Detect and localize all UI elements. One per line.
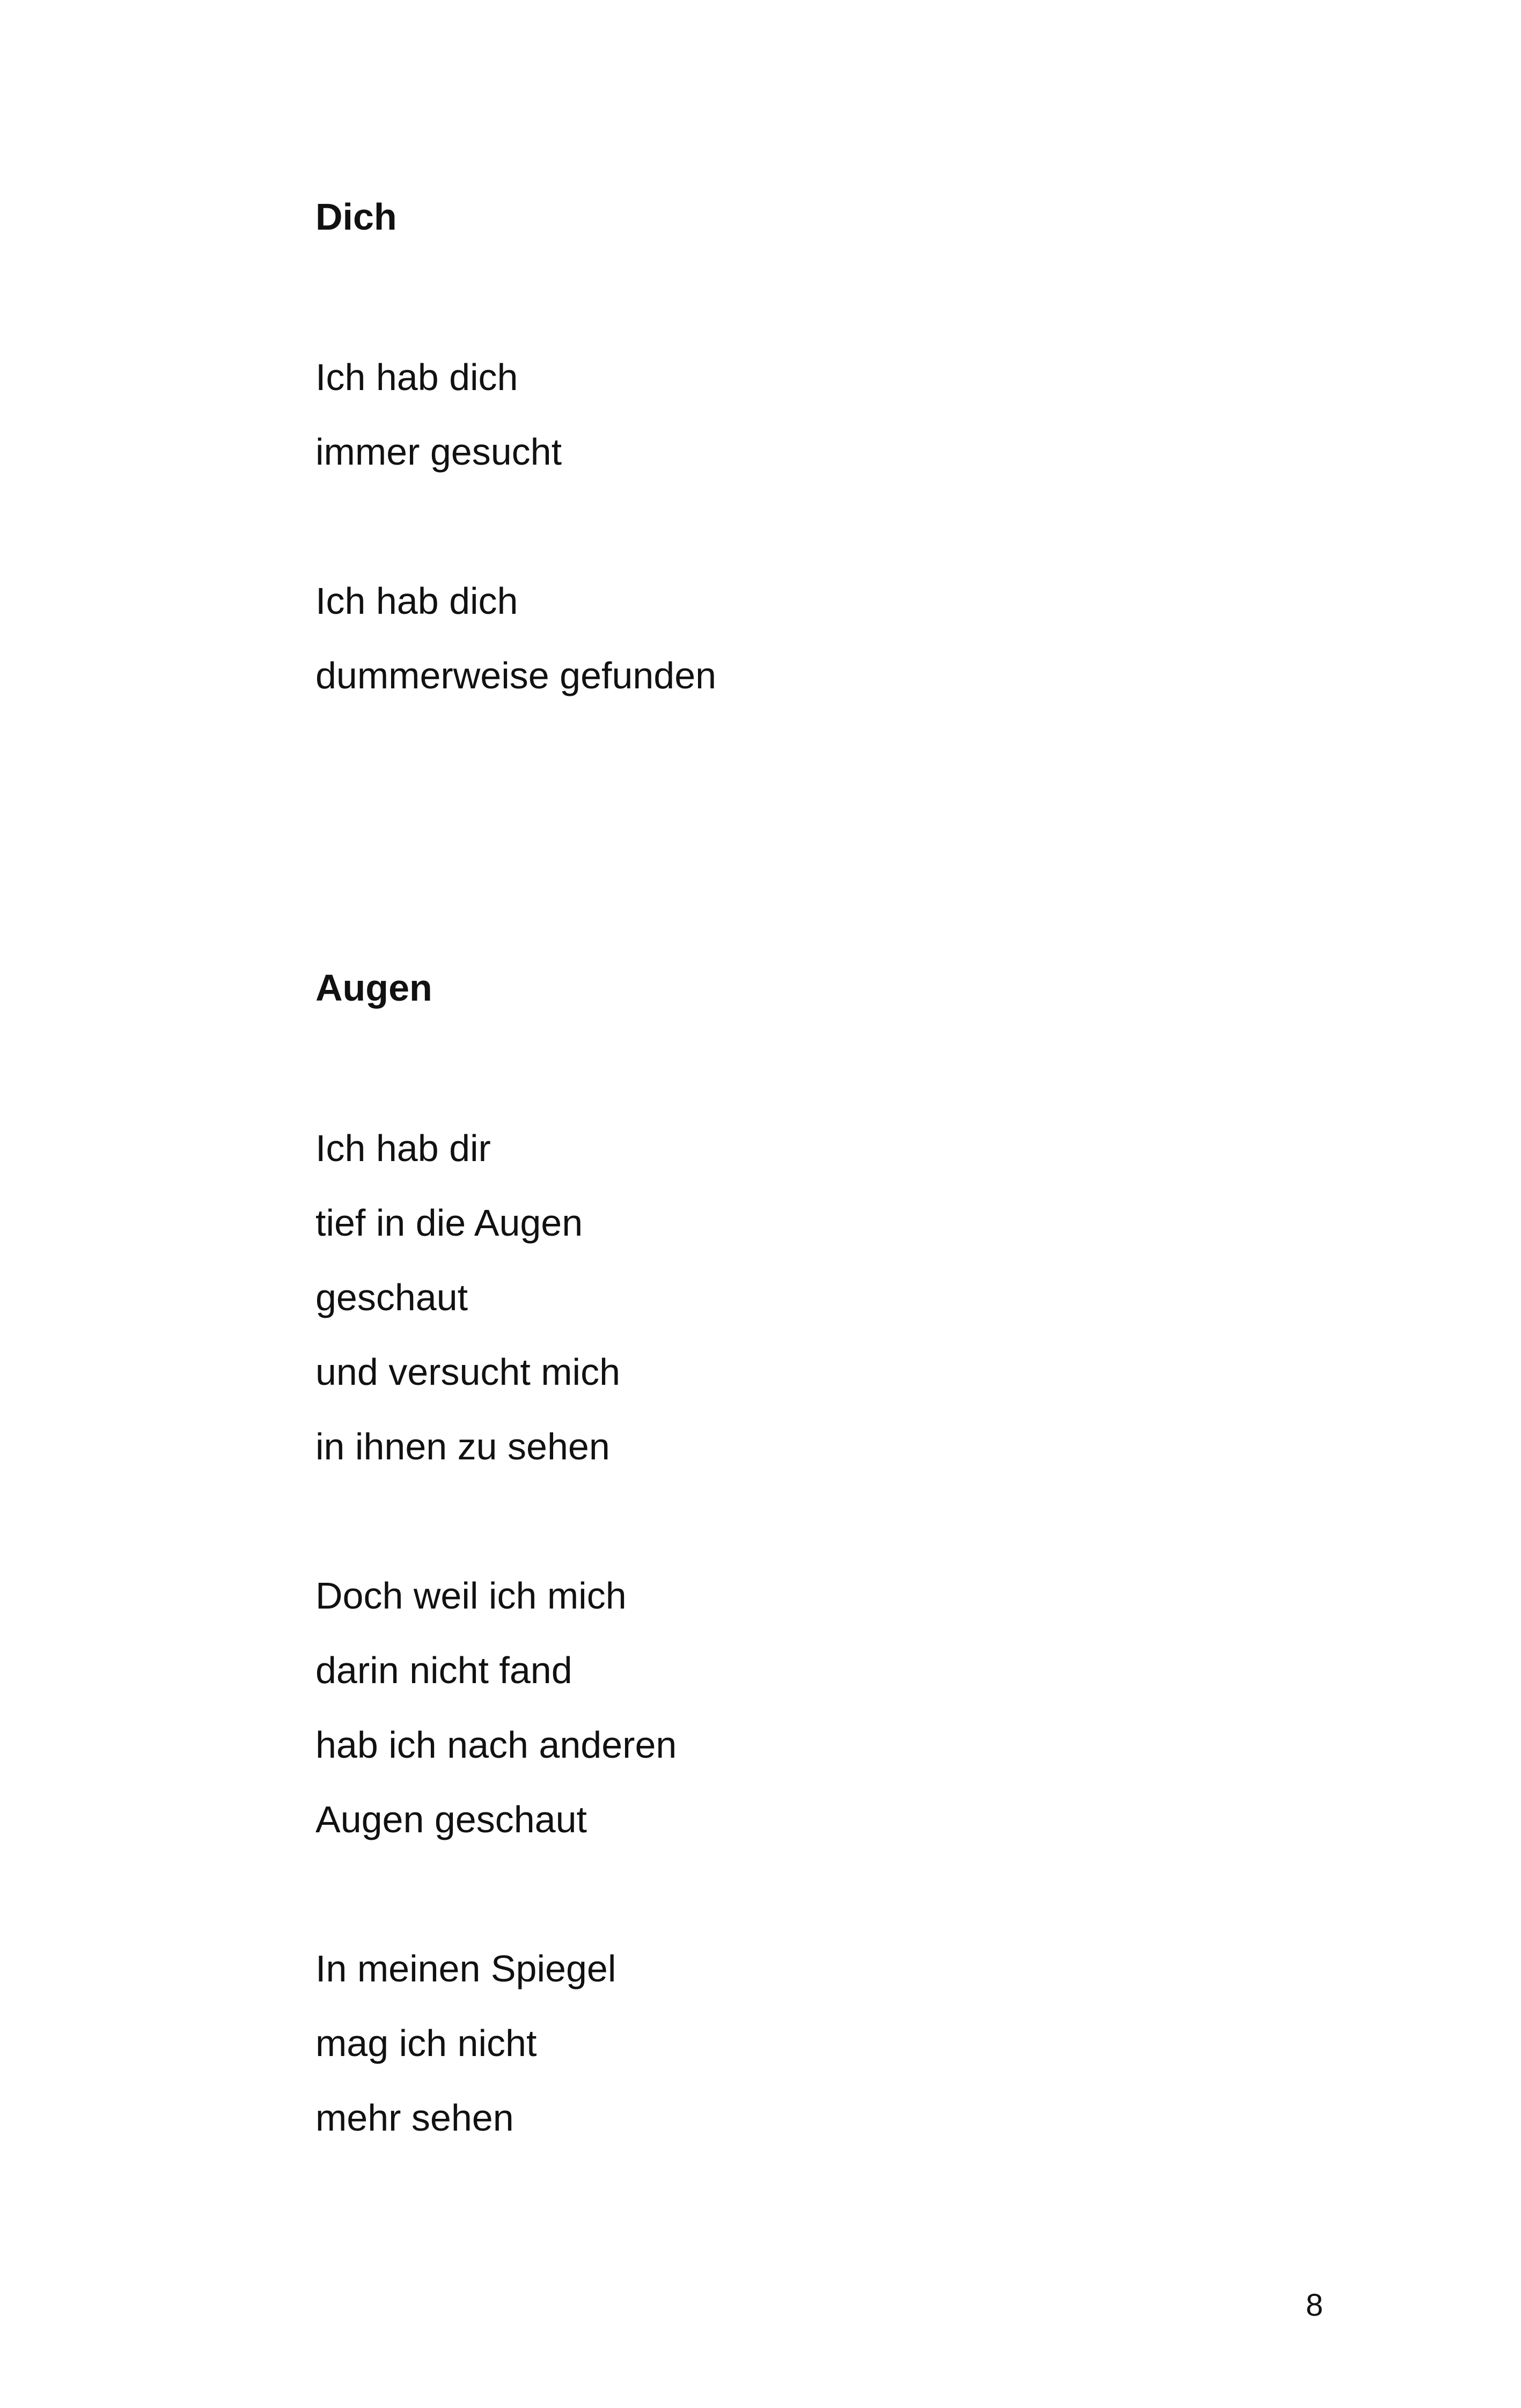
poem-line: Augen geschaut bbox=[315, 1798, 587, 1840]
poem-title: Augen bbox=[315, 967, 432, 1009]
page-number: 8 bbox=[1305, 2288, 1324, 2323]
poem-line: mehr sehen bbox=[315, 2097, 514, 2139]
poem-line: hab ich nach anderen bbox=[315, 1724, 677, 1766]
poem-title: Dich bbox=[315, 196, 397, 238]
poem-line: in ihnen zu sehen bbox=[315, 1426, 610, 1467]
poem-line: In meinen Spiegel bbox=[315, 1948, 616, 1989]
poem-line: immer gesucht bbox=[315, 431, 562, 473]
poem-line: darin nicht fand bbox=[315, 1649, 572, 1691]
stanza bbox=[315, 340, 1281, 489]
poem-line: geschaut bbox=[315, 1276, 468, 1318]
poem-line: Ich hab dir bbox=[315, 1127, 491, 1169]
stanza bbox=[315, 1111, 1281, 1484]
poem-line: dummerweise gefunden bbox=[315, 655, 717, 696]
stanza bbox=[315, 1559, 1281, 1857]
poem-line: Ich hab dich bbox=[315, 356, 518, 398]
poem-line: und versucht mich bbox=[315, 1351, 621, 1393]
stanza bbox=[315, 1932, 1281, 2155]
poem-line: mag ich nicht bbox=[315, 2022, 537, 2064]
poem-line: Doch weil ich mich bbox=[315, 1575, 627, 1617]
stanza bbox=[315, 564, 1281, 713]
poem-dich bbox=[315, 193, 1281, 713]
poem-line: tief in die Augen bbox=[315, 1202, 583, 1244]
poem-augen bbox=[315, 964, 1281, 2155]
poem-line: Ich hab dich bbox=[315, 580, 518, 622]
